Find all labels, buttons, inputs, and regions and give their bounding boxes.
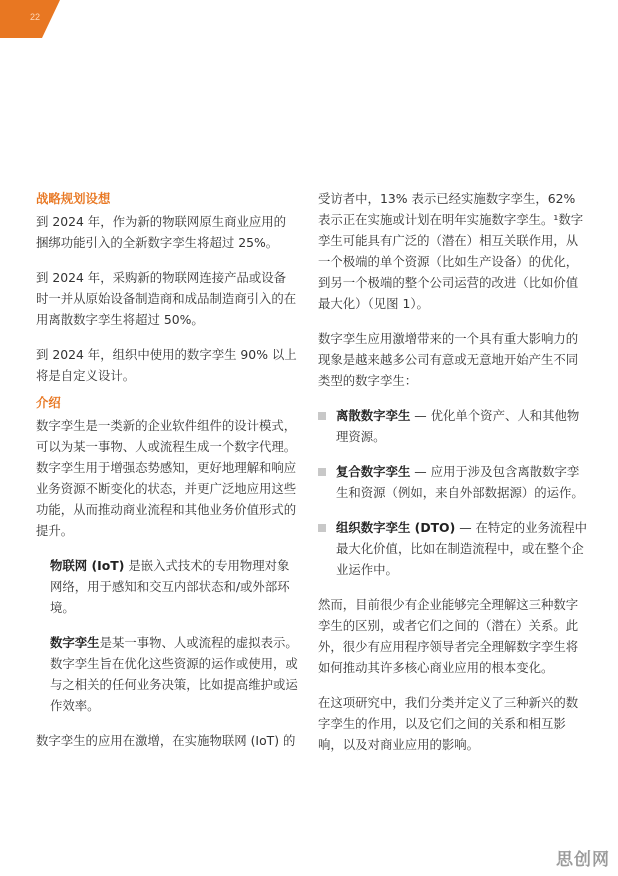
left-column [36,188,298,765]
square-bullet-icon [318,412,326,420]
paragraph: 在这项研究中，我们分类并定义了三种新兴的数字孪生的作用，以及它们之间的关系和相互影响，以及对商业应用的影响。 [318,695,579,752]
section-heading-strategic: 战略规划设想 [36,191,111,206]
definition-text: 是某一事物、人或流程的虚拟表示。数字孪生旨在优化这些资源的运作或使用，或与之相关的任何业务决策，比如提高维护或运作效率。 [50,635,298,713]
definition-digital-twin [50,632,298,716]
section-heading-intro: 介绍 [36,395,61,410]
bullet-text: — 应用于涉及包含离散数字孪生和资源（例如，来自外部数据源）的运作。 [336,464,584,500]
page-number: 22 [30,12,41,22]
bullet-term: 复合数字孪生 [336,464,411,479]
paragraph: 到 2024 年，作为新的物联网原生商业应用的捆绑功能引入的全新数字孪生将超过 25%。 [36,214,287,250]
paragraph: 数字孪生应用激增带来的一个具有重大影响力的现象是越来越多公司有意或无意地开始产生不同类型的数字孪生： [318,331,579,388]
bullet-item [318,461,590,503]
definition-iot [50,555,298,618]
paragraph: 然而，目前很少有企业能够完全理解这三种数字孪生的区别，或者它们之间的（潜在）关系。此外，很少有应用程序领导者完全理解数字孪生将如何推动其许多核心商业应用的根本变化。 [318,597,579,675]
bullet-text: — 在特定的业务流程中最大化价值，比如在制造流程中，或在整个企业运作中。 [336,520,588,577]
paragraph: 数字孪生是一类新的企业软件组件的设计模式，可以为某一事物、人或流程生成一个数字代理。数字孪生用于增强态势感知，更好地理解和响应业务资源不断变化的状态，并更广泛地应用这些功能，从而推动商业流程和其他业务价值形式的提升。 [36,418,297,538]
bullet-item [318,517,590,580]
definition-term: 物联网 (IoT) [50,558,125,573]
definition-text: 是嵌入式技术的专用物理对象网络，用于感知和交互内部状态和/或外部环境。 [50,558,290,615]
paragraph: 到 2024 年，组织中使用的数字孪生 90% 以上将是自定义设计。 [36,347,297,383]
paragraph: 受访者中，13% 表示已经实施数字孪生，62% 表示正在实施或计划在明年实施数字孪生。¹数字孪生可能具有广泛的（潜在）相互关联作用，从一个极端的单个资源（比如生产设备）的优化，到另一个极端的整个公司运营的改进（比如价值最大化）（见图 1）。 [318,191,584,311]
paragraph: 数字孪生的应用在激增，在实施物联网 (IoT) 的 [36,733,296,748]
right-column [318,188,590,769]
bullet-term: 离散数字孪生 [336,408,411,423]
paragraph: 到 2024 年，采购新的物联网连接产品或设备时一并从原始设备制造商和成品制造商引入的在用离散数字孪生将超过 50%。 [36,270,297,327]
watermark: 思创网 [556,850,610,870]
bullet-term: 组织数字孪生 (DTO) [336,520,456,535]
square-bullet-icon [318,524,326,532]
bullet-item [318,405,590,447]
square-bullet-icon [318,468,326,476]
definition-term: 数字孪生 [50,635,100,650]
bullet-text: — 优化单个资产、人和其他物理资源。 [336,408,580,444]
